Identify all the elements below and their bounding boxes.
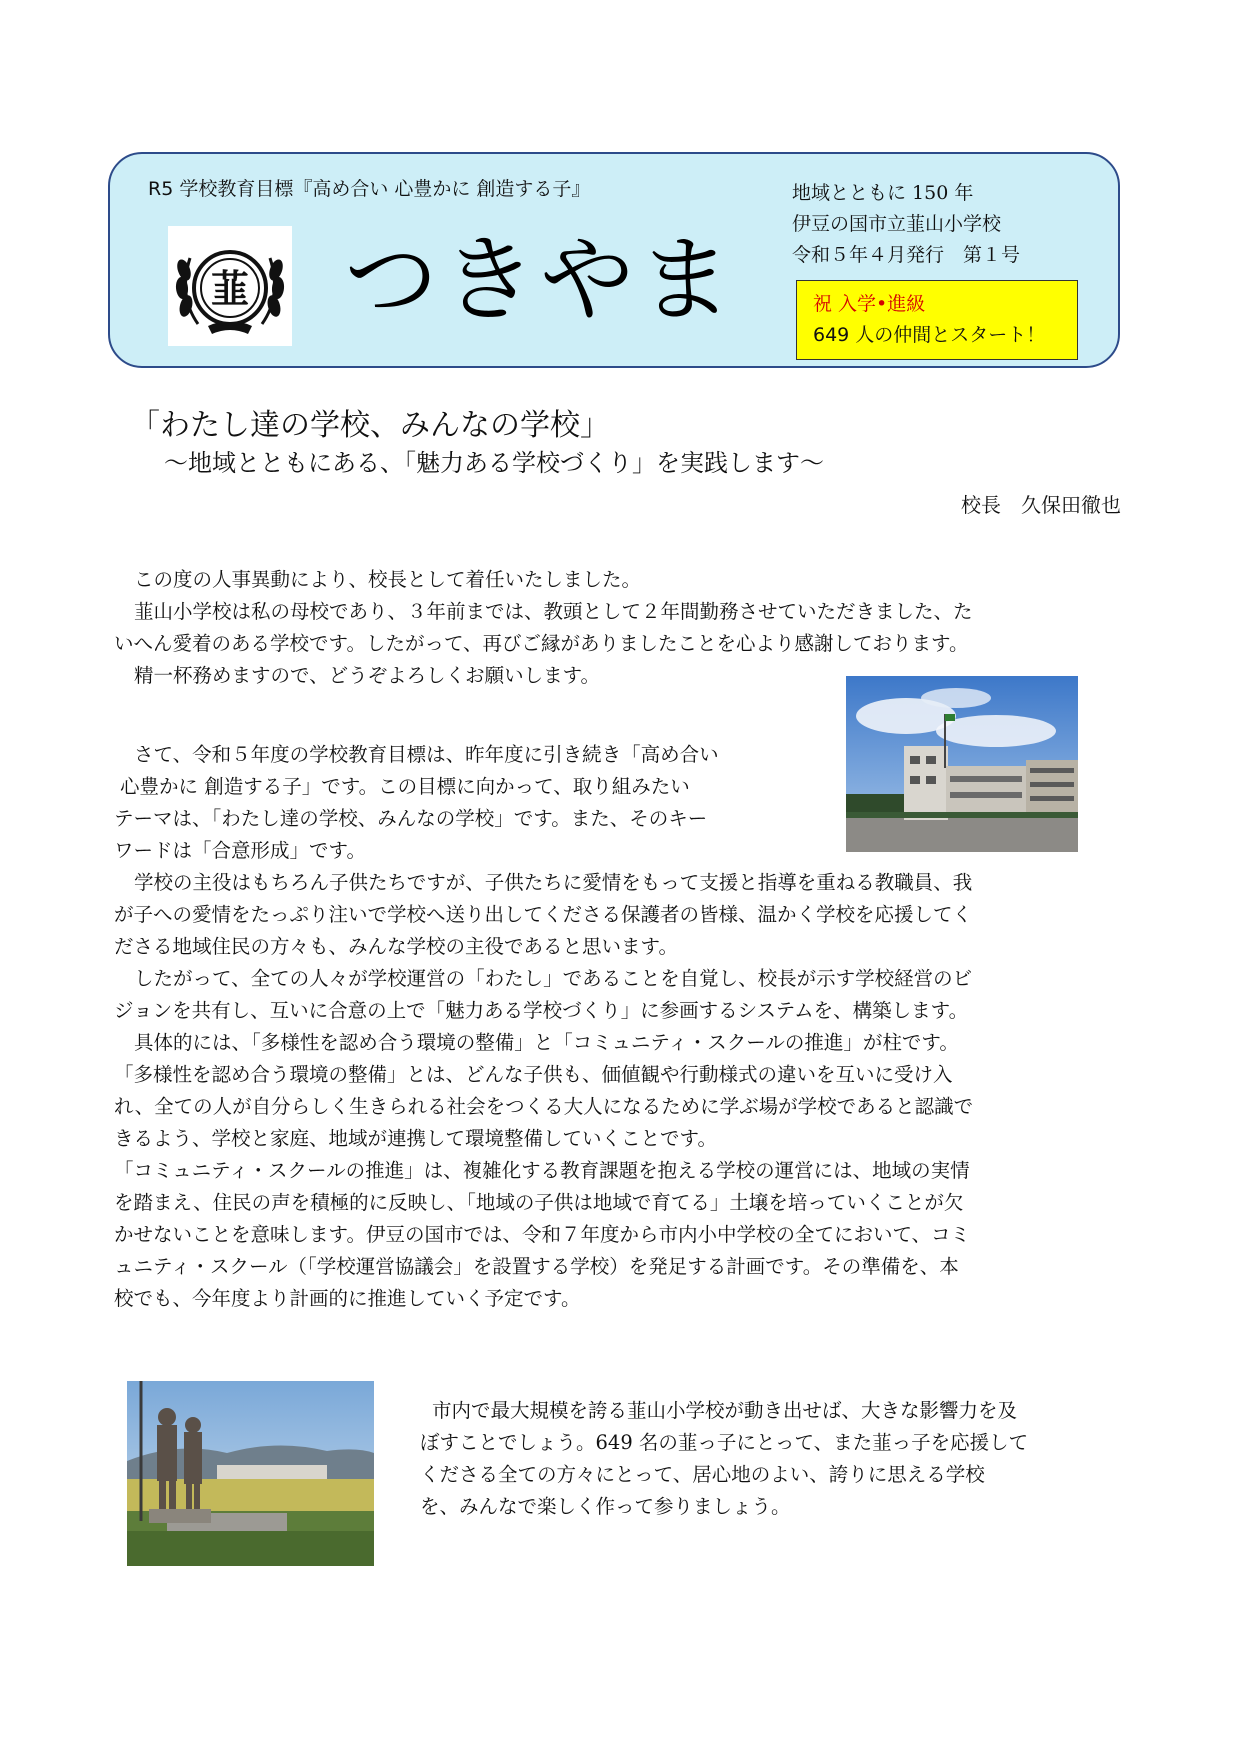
body-line: 精一杯務めますので、どうぞよろしくお願いします。 [134, 664, 601, 687]
body-line: この度の人事異動により、校長として着任いたしました。 [134, 568, 642, 591]
body-line: 学校の主役はもちろん子供たちですが、子供たちに愛情をもって支援と指導を重ねる教職員、我 [134, 871, 973, 894]
article-author: 校長 久保田徹也 [961, 493, 1121, 517]
body-line: いへん愛着のある学校です。したがって、再びご縁がありましたことを心より感謝しております。 [114, 632, 969, 655]
school-building-photo [846, 676, 1078, 852]
body-line: を、みんなで楽しく作って参りましょう。 [420, 1495, 791, 1518]
body-line: を踏まえ、住民の声を積極的に反映し、「地域の子供は地域で育てる」土壌を培っていくことが欠 [114, 1191, 964, 1214]
issue-info [792, 178, 1020, 271]
body-line: れ、全ての人が自分らしく生きられる社会をつくる大人になるために学ぶ場が学校であると認識で [114, 1095, 974, 1118]
school-logo [168, 226, 292, 346]
body-line: さて、令和５年度の学校教育目標は、昨年度に引き続き「高め合い [134, 743, 719, 766]
body-line: ださる地域住民の方々も、みんな学校の主役であると思います。 [114, 935, 678, 958]
celebration-text: 649 人の仲間とスタート！ [813, 324, 1046, 346]
body-line: が子への愛情をたっぷり注いで学校へ送り出してくださる保護者の皆様、温かく学校を応援してく [114, 903, 973, 926]
body-line: ぼすことでしょう。649 名の韮っ子にとって、また韮っ子を応援して [420, 1431, 1029, 1454]
body-line: 心豊かに 創造する子」です。この目標に向かって、取り組みたい [120, 775, 690, 798]
body-line: したがって、全ての人々が学校運営の「わたし」であることを自覚し、校長が示す学校経営のビ [134, 967, 973, 990]
body-line: テーマは、「わたし達の学校、みんなの学校」です。また、そのキー [114, 807, 708, 830]
body-line: 韮山小学校は私の母校であり、３年前までは、教頭として２年間勤務させていただきました、た [134, 600, 973, 623]
newsletter-title: つきやま [344, 226, 737, 335]
article-subheadline: ～地域とともにある、「魅力ある学校づくり」を実践します～ [164, 449, 824, 477]
body-line: かせないことを意味します。伊豆の国市では、令和７年度から市内小中学校の全てにおいて、コミ [114, 1223, 971, 1246]
issue-info-line: 伊豆の国市立韮山小学校 [792, 213, 1002, 235]
body-line: 「多様性を認め合う環境の整備」とは、どんな子供も、価値観や行動様式の違いを互いに受け入 [114, 1063, 953, 1086]
body-line: きるよう、学校と家庭、地域が連携して環境整備していくことです。 [114, 1127, 717, 1150]
body-line: ワードは「合意形成」です。 [114, 839, 366, 862]
body-line: 市内で最大規模を誇る韮山小学校が動き出せば、大きな影響力を及 [432, 1399, 1018, 1422]
statues-photo [127, 1381, 374, 1566]
body-line: 「コミュニティ・スクールの推進」は、複雑化する教育課題を抱える学校の運営には、地域の実情 [114, 1159, 970, 1182]
logo-glyph: 韮 [210, 267, 250, 311]
body-line: 具体的には、「多様性を認め合う環境の整備」と「コミュニティ・スクールの推進」が柱です。 [134, 1031, 959, 1054]
body-line: くださる全ての方々にとって、居心地のよい、誇りに思える学校 [420, 1463, 985, 1486]
issue-info-line: 令和５年４月発行 第１号 [792, 244, 1021, 266]
school-motto: R5 学校教育目標『高め合い 心豊かに 創造する子』 [148, 178, 591, 200]
issue-info-line: 地域とともに 150 年 [792, 182, 974, 204]
celebration-box [796, 280, 1078, 360]
celebration-heading: 祝 入学•進級 [813, 293, 926, 315]
article-headline: 「わたし達の学校、みんなの学校」 [130, 408, 610, 443]
body-line: 校でも、今年度より計画的に推進していく予定です。 [114, 1287, 581, 1310]
body-line: ュニティ・スクール（「学校運営協議会」を設置する学校）を発足する計画です。その準備を、本 [114, 1255, 959, 1278]
body-line: ジョンを共有し、互いに合意の上で「魅力ある学校づくり」に参画するシステムを、構築します。 [114, 999, 969, 1022]
